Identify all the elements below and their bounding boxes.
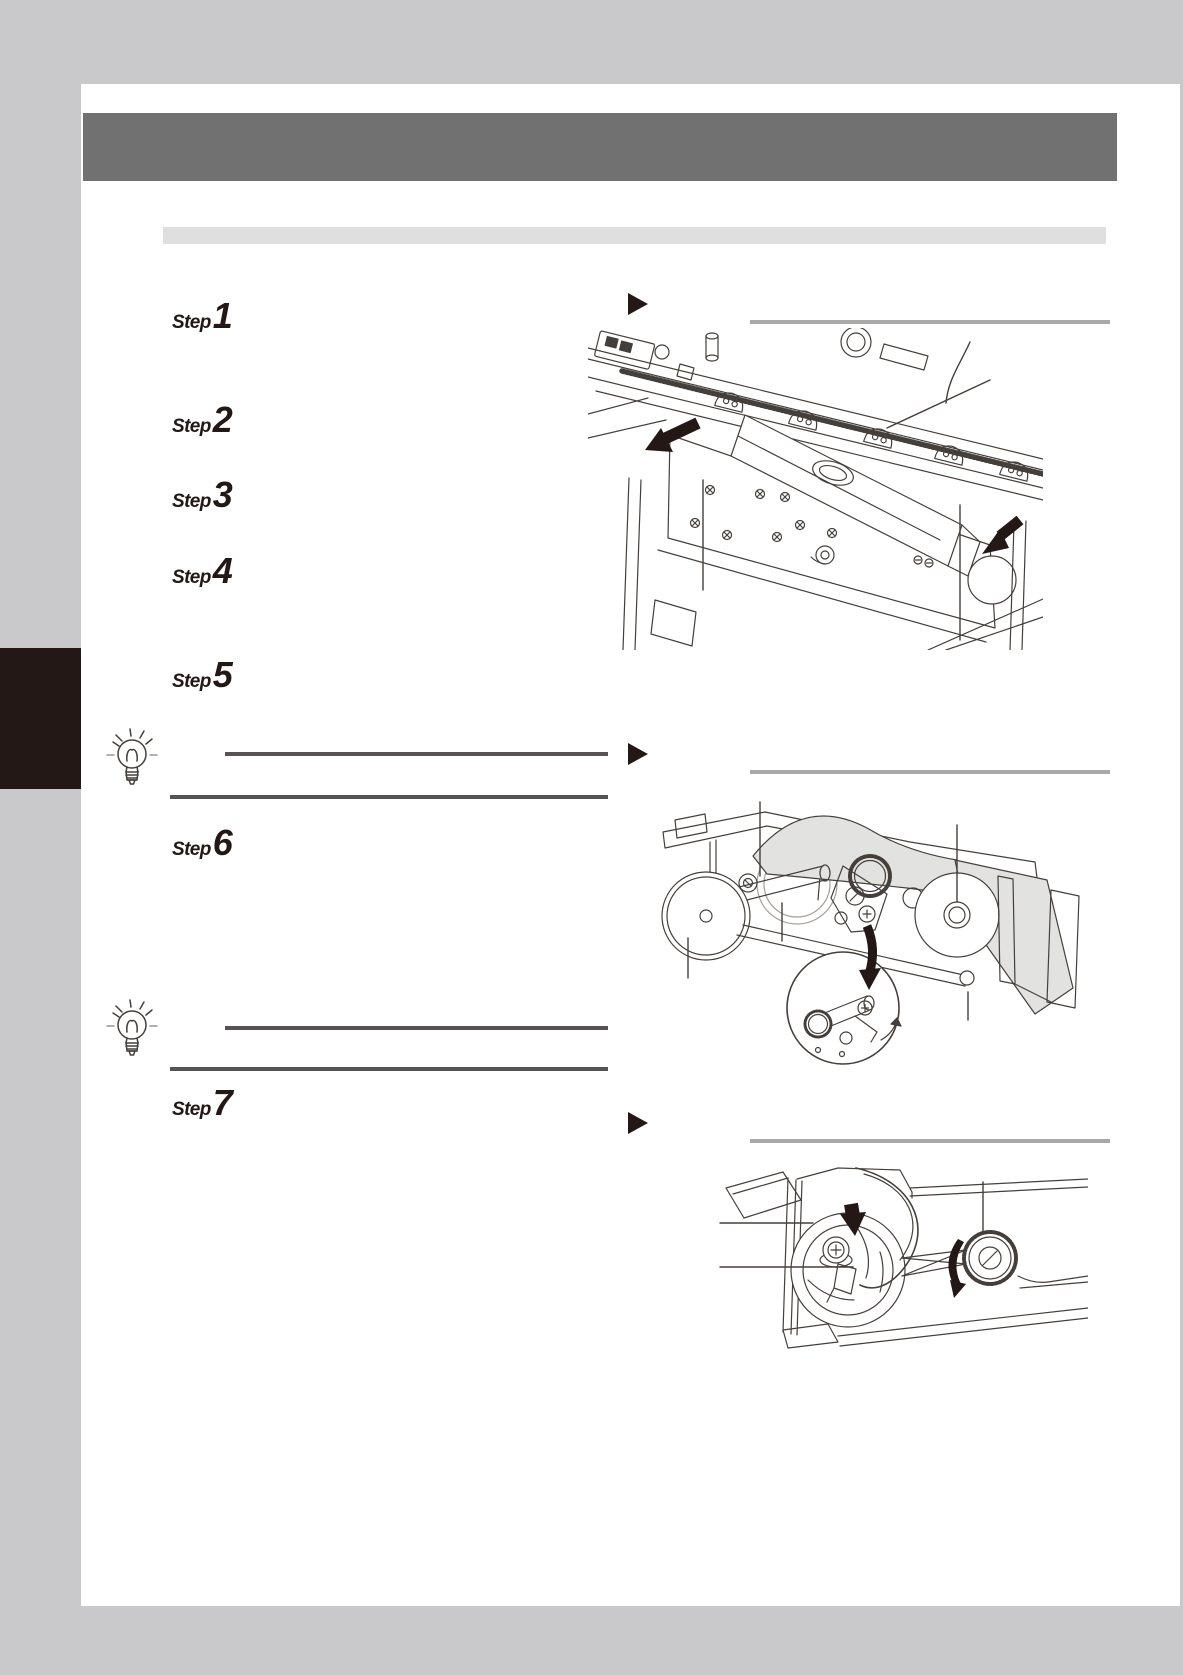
step-number: 1 <box>212 295 232 336</box>
play-triangle-icon <box>628 293 648 315</box>
illustration-flange-and-gear <box>688 1152 1088 1352</box>
tip-rule-top <box>225 1026 608 1030</box>
chapter-header-bar <box>83 113 1117 181</box>
section-title-rule <box>750 770 1110 774</box>
illustration-take-up-unit <box>615 780 1085 1080</box>
section-title-rule <box>750 320 1110 324</box>
detail-magnifier-circle <box>787 952 899 1064</box>
step-number: 2 <box>212 399 232 440</box>
step-number: 6 <box>212 822 232 863</box>
illustration-carriage-rail-and-cover <box>588 328 1043 650</box>
left-flange <box>662 872 750 960</box>
lightbulb-tip-icon <box>106 998 158 1062</box>
step-word: Step <box>172 1099 211 1120</box>
play-triangle-icon <box>628 743 648 765</box>
tip-rule-top <box>225 752 608 756</box>
step-label-7 <box>172 1082 232 1123</box>
step-label-4 <box>172 550 232 591</box>
step-number: 4 <box>212 550 232 591</box>
step-word: Step <box>172 567 211 588</box>
step-word: Step <box>172 491 211 512</box>
step-word: Step <box>172 839 211 860</box>
step-word: Step <box>172 312 211 333</box>
step-number: 5 <box>212 654 232 695</box>
tip-rule-bottom <box>170 795 608 799</box>
direction-arrow-icon <box>982 520 1020 554</box>
step-label-6 <box>172 822 232 863</box>
step-label-3 <box>172 474 232 515</box>
step-word: Step <box>172 671 211 692</box>
step-word: Step <box>172 416 211 437</box>
step-label-5 <box>172 654 232 695</box>
section-subheader-bar <box>163 227 1106 244</box>
play-triangle-icon <box>628 1112 648 1134</box>
section-title-rule <box>750 1139 1110 1143</box>
step-number: 7 <box>212 1082 232 1123</box>
step-number: 3 <box>212 474 232 515</box>
chapter-side-tab <box>0 648 81 789</box>
step-label-1 <box>172 295 232 336</box>
lightbulb-tip-icon <box>106 727 158 791</box>
step-label-2 <box>172 399 232 440</box>
rotation-arrow-icon <box>948 1239 966 1298</box>
flange-disc <box>791 1213 905 1327</box>
tip-rule-bottom <box>170 1067 608 1071</box>
